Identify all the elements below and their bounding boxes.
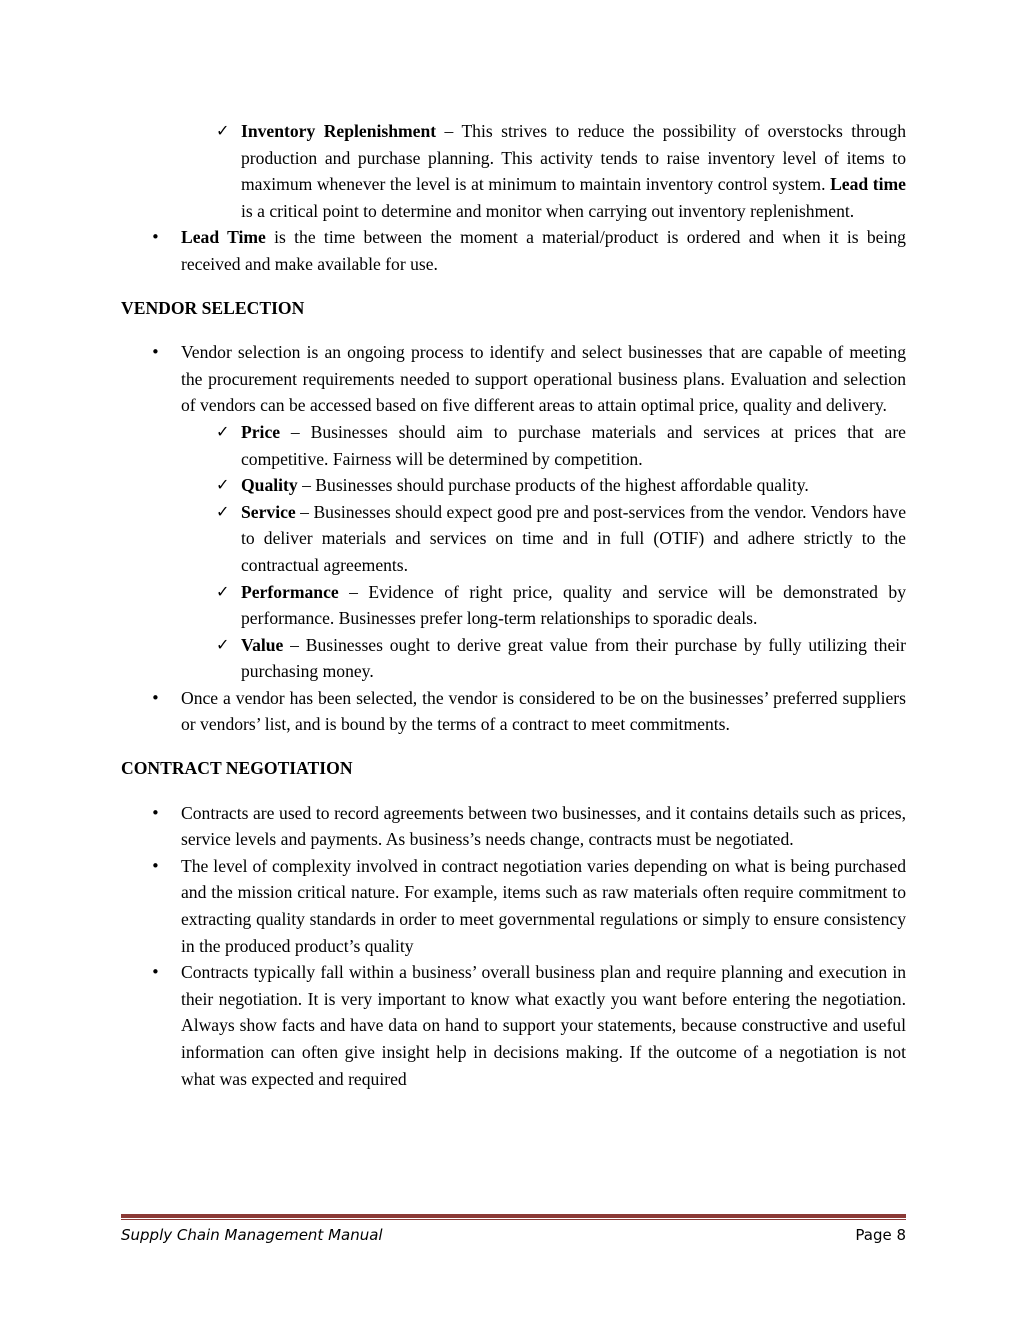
bullet-icon: • [151, 856, 160, 875]
term: Price [241, 421, 281, 442]
footer-rule [121, 1214, 906, 1218]
checkmark-icon: ✓ [216, 501, 230, 521]
bullet-icon: • [151, 688, 160, 707]
checkmark-icon: ✓ [216, 634, 230, 654]
checklist-item-service [121, 499, 906, 579]
term: Quality [241, 475, 298, 496]
checklist-item-inventory-replenishment [121, 118, 906, 224]
checkmark-icon: ✓ [216, 581, 230, 601]
item-text: – Businesses should expect good pre and post-services from the vendor. Vendors have to deliver materials and services on time and in full (OTIF) and adhere strictly to the contractual agreements. [241, 501, 906, 575]
term: Lead time [830, 174, 906, 195]
checklist-item-price [121, 419, 906, 472]
checklist-item-performance [121, 579, 906, 632]
item-text: Contracts are used to record agreements between two businesses, and it contains details such as prices, service levels and payments. As business’s needs change, contracts must be negotiated. [181, 802, 906, 850]
item-text: Once a vendor has been selected, the vendor is considered to be on the businesses’ preferred suppliers or vendors’ list, and is bound by the terms of a contract to meet commitments. [181, 687, 906, 735]
bullet-item-contracts-record [121, 800, 906, 853]
checkmark-icon: ✓ [216, 475, 230, 495]
bullet-icon: • [151, 343, 160, 362]
bullet-icon: • [151, 803, 160, 822]
term: Value [241, 634, 284, 655]
bullet-item-business-plan [121, 959, 906, 1092]
page-footer [121, 1222, 906, 1248]
checkmark-icon: ✓ [216, 421, 230, 441]
bullet-item-complexity [121, 853, 906, 959]
checklist-item-value [121, 632, 906, 685]
bullet-item-lead-time [121, 224, 906, 277]
item-text: – Businesses should aim to purchase materials and services at prices that are competitive. Fairness will be determined by competition. [241, 421, 906, 469]
bullet-icon: • [151, 228, 160, 247]
section-heading-vendor-selection: VENDOR SELECTION [121, 297, 305, 318]
item-text: – Evidence of right price, quality and service will be demonstrated by performance. Businesses prefer long-term relationships to sporadic deals. [241, 581, 906, 629]
bullet-icon: • [151, 963, 160, 982]
bullet-item-vendor-intro [121, 339, 906, 419]
item-text: is a critical point to determine and monitor when carrying out inventory replenishment. [241, 200, 855, 221]
bullet-item-vendor-closing [121, 685, 906, 738]
item-text: is the time between the moment a material/product is ordered and when it is being received and make available for use. [181, 227, 906, 274]
item-text: – Businesses ought to derive great value from their purchase by fully utilizing their purchasing money. [241, 634, 906, 682]
term: Lead Time [181, 227, 266, 248]
item-text: The level of complexity involved in contract negotiation varies depending on what is being purchased and the mission critical nature. For example, items such as raw materials often require commitment to extracting quality standards in order to meet governmental regulations or simply to ensure consistency in the produced product’s quality [181, 855, 906, 956]
item-text: Vendor selection is an ongoing process to identify and select businesses that are capable of meeting the procurement requirements needed to support operational business plans. Evaluation and selection of vendors can be accessed based on five different areas to attain optimal price, quality and delivery. [181, 342, 906, 416]
item-text: – This strives to reduce the possibility of overstocks through production and purchase planning. This activity tends to raise inventory level of items to maximum whenever the level is at minimum to maintain inventory control system. [241, 121, 906, 195]
term: Inventory Replenishment [241, 121, 437, 141]
footer-title: Supply Chain Management Manual [121, 1226, 383, 1244]
checklist-item-quality [121, 472, 906, 499]
term: Service [241, 501, 296, 522]
footer-rule-thin [121, 1219, 906, 1220]
term: Performance [241, 581, 339, 602]
section-heading-contract-negotiation: CONTRACT NEGOTIATION [121, 758, 353, 779]
item-text: – Businesses should purchase products of the highest affordable quality. [297, 475, 809, 496]
page-body [121, 118, 906, 1092]
item-text: Contracts typically fall within a business’ overall business plan and require planning and execution in their negotiation. It is very important to know what exactly you want before entering the negotiation. Always show facts and have data on hand to support your statements, because constructive and useful information can often give insight help in decisions making. If the outcome of a negotiation is not what was expected and required [181, 962, 906, 1089]
checkmark-icon: ✓ [216, 121, 230, 140]
page-number: Page 8 [855, 1226, 906, 1244]
